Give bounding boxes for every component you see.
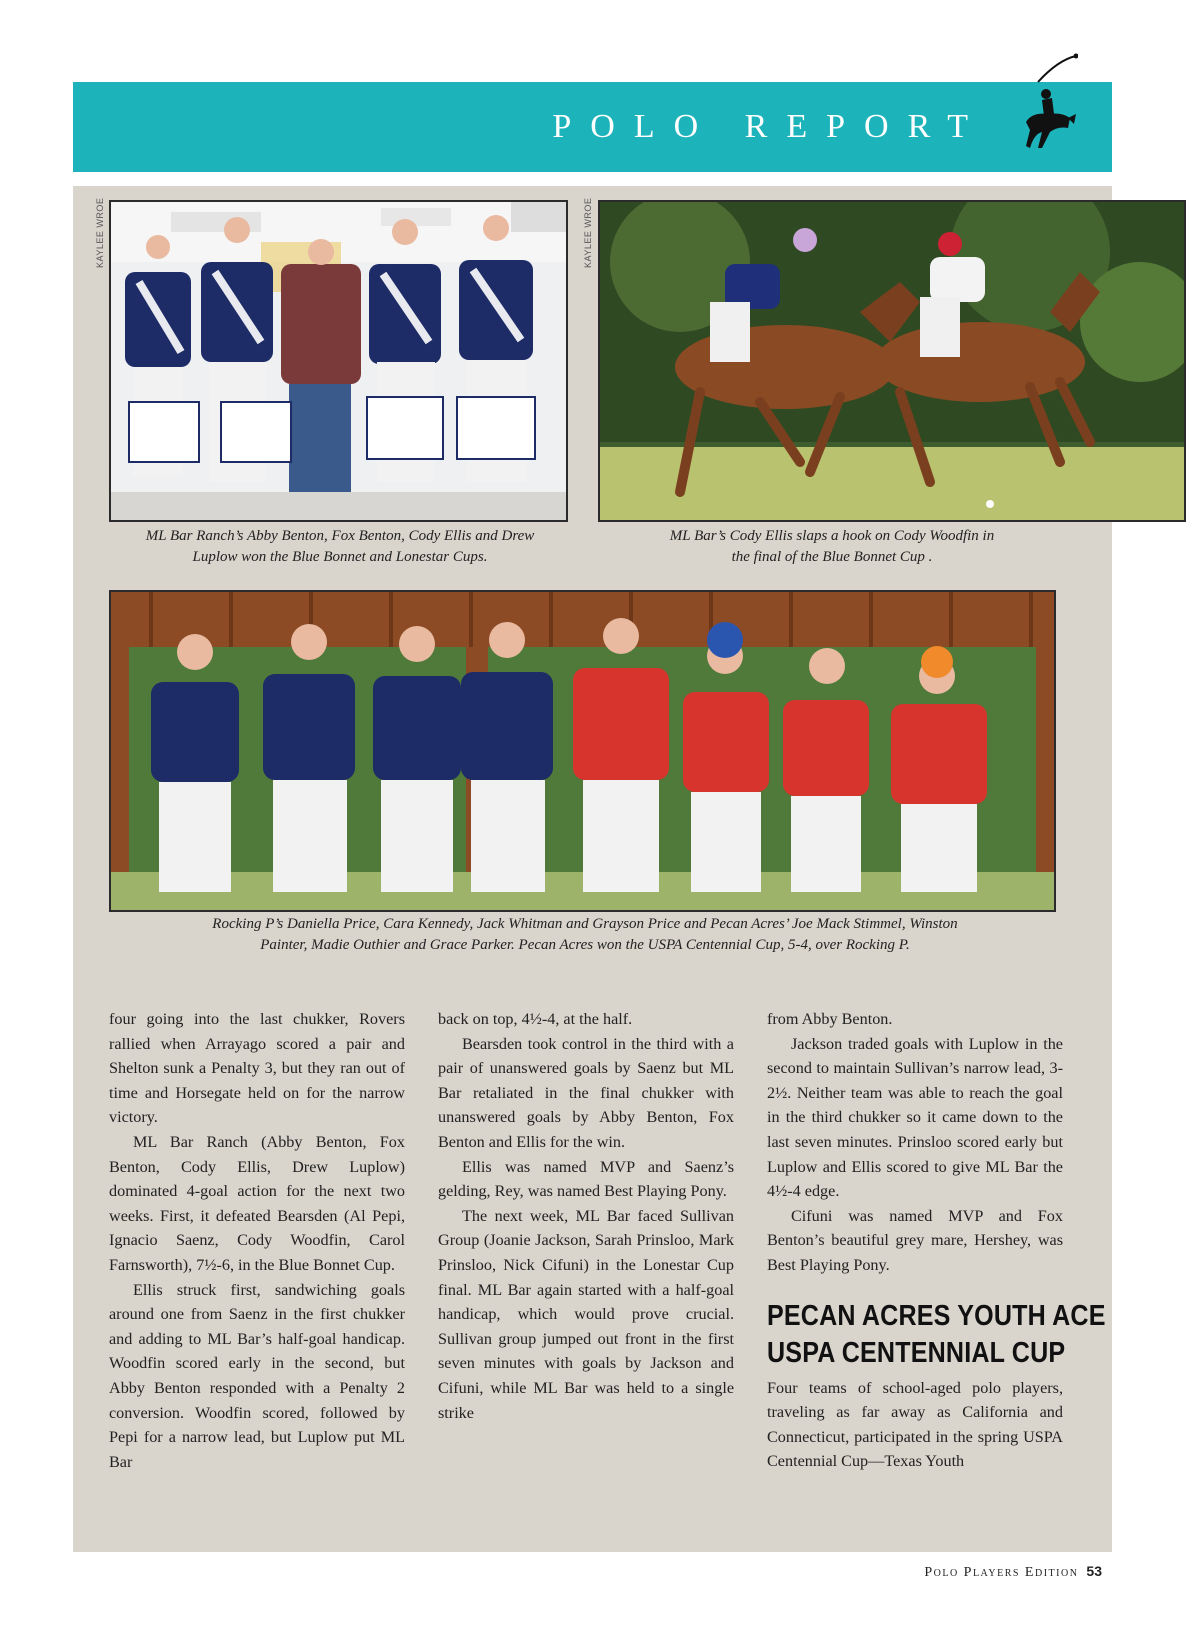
article-paragraph: Four teams of school-aged polo players, traveling as far away as California and Connecticut, participated in the spring USPA Centennial Cup—Texas Youth bbox=[767, 1378, 1063, 1471]
page-number: 53 bbox=[1086, 1563, 1102, 1579]
section-header-band bbox=[73, 82, 1112, 172]
article-column-1 bbox=[109, 1007, 405, 1474]
article-paragraph: Jackson traded goals with Luplow in the second to maintain Sullivan’s narrow lead, 3-2½. Neither team was able to reach the goal in the third chukker so it came down to the last seven minutes. Prinsloo scored early but Luplow and Ellis scored to give ML Bar the 4½-4 edge. bbox=[767, 1034, 1063, 1201]
article-column-3 bbox=[767, 1007, 1106, 1474]
article-subhead: PECAN ACRES YOUTH ACE USPA CENTENNIAL CUP bbox=[767, 1299, 1106, 1369]
section-title: POLO REPORT bbox=[552, 108, 987, 145]
publication-name: Polo Players Edition bbox=[924, 1565, 1079, 1580]
article-paragraph: Ellis was named MVP and Saenz’s gelding, Rey, was named Best Playing Pony. bbox=[438, 1157, 734, 1201]
article-paragraph: Cifuni was named MVP and Fox Benton’s beautiful grey mare, Hershey, was Best Playing Pony. bbox=[767, 1206, 1063, 1274]
article-paragraph: four going into the last chukker, Rovers rallied when Arrayago scored a pair and Shelton sunk a Penalty 3, but they ran out of time and Horsegate held on for the narrow victory. bbox=[109, 1010, 405, 1127]
article-paragraph: Ellis struck first, sandwiching goals around one from Saenz in the first chukker and adding to ML Bar’s half-goal handicap. Woodfin scored early in the second, but Abby Benton responded with a Penalty 2 conversion. Woodfin scored, followed by Pepi for a narrow lead, but Luplow put ML Bar bbox=[109, 1280, 405, 1471]
article-paragraph: from Abby Benton. bbox=[767, 1010, 893, 1028]
article-paragraph: The next week, ML Bar faced Sullivan Group (Joanie Jackson, Sarah Prinsloo, Mark Prinsloo, Nick Cifuni) in the Lonestar Cup final. ML Bar again started with a half-goal handicap, which would prove crucial. Sullivan group jumped out front in the first seven minutes with goals by Jackson and Cifuni, while ML Bar was held to a single strike bbox=[438, 1206, 734, 1422]
article-paragraph: ML Bar Ranch (Abby Benton, Fox Benton, Cody Ellis, Drew Luplow) dominated 4-goal action for the next two weeks. First, it defeated Bearsden (Al Pepi, Ignacio Saenz, Cody Woodfin, Carol Farnsworth), 7½-6, in the Blue Bonnet Cup. bbox=[109, 1132, 405, 1274]
photo-caption: ML Bar Ranch’s Abby Benton, Fox Benton, Cody Ellis and Drew Luplow won the Blue Bonnet and Lonestar Cups. bbox=[145, 528, 535, 565]
article-paragraph: Bearsden took control in the third with a pair of unanswered goals by Saenz but ML Bar retaliated in the final chukker with unanswered goals by Abby Benton, Fox Benton and Ellis for the win. bbox=[438, 1034, 734, 1151]
ml-bar-team-photo bbox=[109, 200, 568, 522]
polo-player-on-horse-icon bbox=[1018, 52, 1078, 156]
youth-teams-photo bbox=[109, 590, 1056, 912]
photo-credit: KAYLEE WROE bbox=[95, 197, 105, 268]
photo-caption: ML Bar’s Cody Ellis slaps a hook on Cody Woodfin in the final of the Blue Bonnet Cup . bbox=[669, 528, 995, 565]
article-column-2 bbox=[438, 1007, 734, 1425]
photo-caption: Rocking P’s Daniella Price, Cara Kennedy, Jack Whitman and Grayson Price and Pecan Acres’ Joe Mack Stimmel, Winston Painter, Madie Outhier and Grace Parker. Pecan Acres won the USPA Centennial Cup, 5-4, over Rocking P. bbox=[212, 916, 958, 953]
article-paragraph: back on top, 4½-4, at the half. bbox=[438, 1010, 633, 1028]
polo-action-photo bbox=[598, 200, 1186, 522]
page-footer bbox=[924, 1563, 1102, 1581]
photo-credit: KAYLEE WROE bbox=[583, 197, 593, 268]
